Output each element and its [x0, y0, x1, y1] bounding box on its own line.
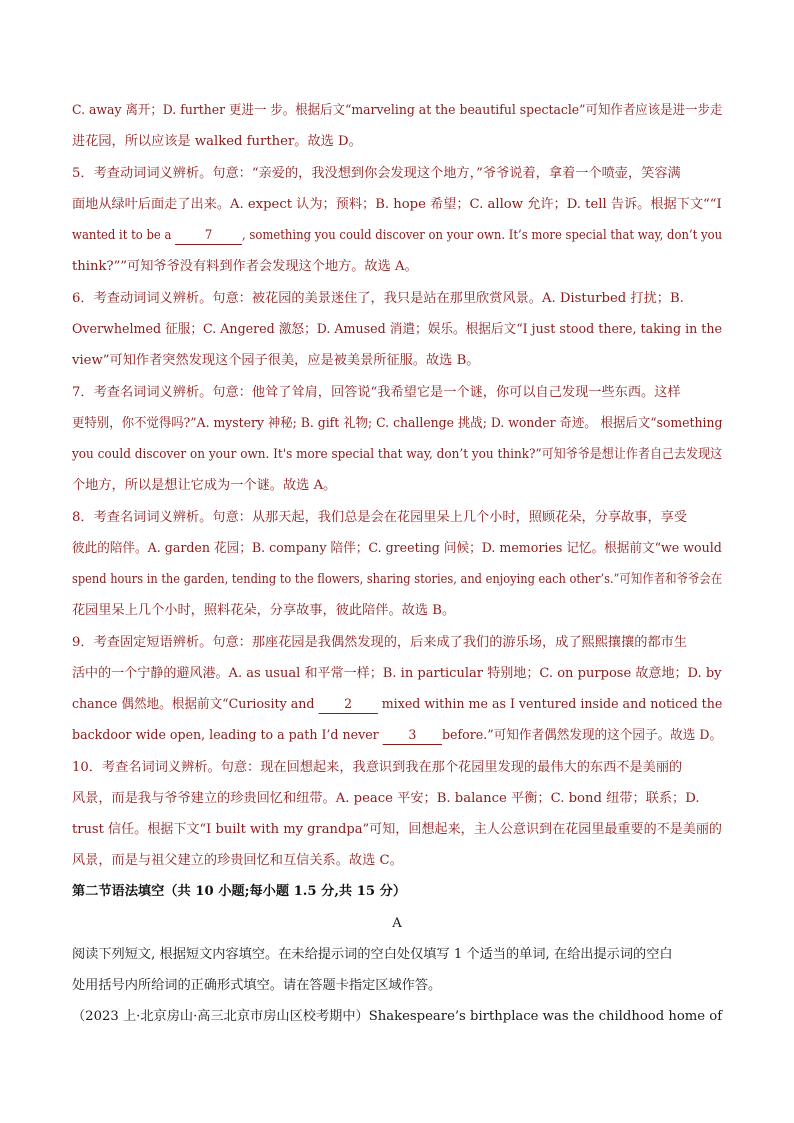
text-line: 处用括号内所给词的正确形式填空。请在答题卡指定区域作答。	[72, 978, 442, 993]
section-title: 第二节语法填空（共 10 小题;每小题 1.5 分,共 15 分）	[72, 884, 407, 899]
text-segment: before.”可知作者偶然发现的这个园子。故选 D。	[441, 728, 723, 743]
text-line: think?””可知爷爷没有料到作者会发现这个地方。故选 A。	[72, 259, 418, 274]
blank-underline: 3	[383, 728, 442, 745]
blank-underline: 2	[318, 697, 377, 714]
text-line: 更特别，你不觉得吗?”A. mystery 神秘; B. gift 礼物; C. challenge 挑战; D. wonder 奇迹。 根据后文“something	[72, 416, 723, 431]
text-line: C. away 离开；D. further 更进一 步。根据后文“marveling at the beautiful spectacle”可知作者应该是进一步走	[72, 103, 723, 118]
text-line: Overwhelmed 征服；C. Angered 激怒；D. Amused 消遣；娱乐。根据后文“I just stood there, taking in the	[72, 322, 722, 337]
text-line: 风景，而是我与爷爷建立的珍贵回忆和纽带。A. peace 平安；B. balance 平衡；C. bond 纽带；联系；D.	[72, 791, 700, 806]
text-segment: wanted it to be a	[72, 228, 176, 243]
text-line	[72, 695, 722, 715]
text-line	[72, 726, 722, 746]
text-line: trust 信任。根据下文“I built with my grandpa”可知，回想起来，主人公意识到在花园里最重要的不是美丽的	[72, 822, 722, 837]
text-line: you could discover on your own. It's more special that way, don’t you think?”可知爷爷是想让作者自己去发现这	[72, 447, 723, 462]
text-line: 5．考查动词词义辨析。句意：“亲爱的，我没想到你会发现这个地方，”爷爷说着，拿着一个喷壶，笑容满	[72, 166, 681, 181]
text-segment: backdoor wide open, leading to a path I’d never	[72, 728, 383, 743]
text-line: 8．考查名词词义辨析。句意：从那天起，我们总是会在花园里呆上几个小时，照顾花朵，分享故事，享受	[72, 510, 688, 525]
text-line: （2023 上·北京房山·高三北京市房山区校考期中）Shakespeare’s birthplace was the childhood home of	[72, 1009, 723, 1024]
text-line: 阅读下列短文, 根据短文内容填空。在未给提示词的空白处仅填写 1 个适当的单词, 在给出提示词的空白	[72, 947, 673, 962]
text-line: 彼此的陪伴。A. garden 花园；B. company 陪伴；C. greeting 问候；D. memories 记忆。根据前文“we would	[72, 541, 722, 556]
text-line: 面地从绿叶后面走了出来。A. expect 认为；预料；B. hope 希望；C. allow 允许；D. tell 告诉。根据下文““I	[72, 197, 722, 212]
text-segment: chance 偶然地。根据前文“Curiosity and	[72, 697, 319, 712]
text-segment: mixed within me as I ventured inside and noticed the	[377, 697, 723, 712]
text-line	[72, 226, 722, 246]
text-line: 花园里呆上几个小时，照料花朵，分享故事，彼此陪伴。故选 B。	[72, 603, 456, 618]
text-line: view”可知作者突然发现这个园子很美，应是被美景所征服。故选 B。	[72, 353, 480, 368]
text-segment: , something you could discover on your own. It’s more special that way, don’t you	[242, 228, 723, 243]
text-line: spend hours in the garden, tending to the flowers, sharing stories, and enjoying each other’s.”可知作者和爷爷会在	[72, 572, 723, 587]
text-line: 风景，而是与祖父建立的珍贵回忆和互信关系。故选 C。	[72, 853, 403, 868]
text-line: 9．考查固定短语辨析。句意：那座花园是我偶然发现的，后来成了我们的游乐场，成了熙熙攘攘的都市生	[72, 635, 688, 650]
text-line: 活中的一个宁静的避风港。A. as usual 和平常一样；B. in particular 特别地；C. on purpose 故意地；D. by	[72, 666, 722, 681]
text-line: 7．考查名词词义辨析。句意：他耸了耸肩，回答说“我希望它是一个谜，你可以自己发现一些东西。这样	[72, 385, 681, 400]
part-label: A	[392, 916, 402, 931]
text-line: 进花园，所以应该是 walked further。故选 D。	[72, 134, 362, 149]
blank-underline: 7	[175, 228, 242, 245]
text-line: 10．考查名词词义辨析。句意：现在回想起来，我意识到我在那个花园里发现的最伟大的东西不是美丽的	[72, 760, 683, 775]
text-line: 6．考查动词词义辨析。句意：被花园的美景迷住了，我只是站在那里欣赏风景。A. Disturbed 打扰；B.	[72, 291, 684, 306]
text-line: 个地方，所以是想让它成为一个谜。故选 A。	[72, 478, 337, 493]
